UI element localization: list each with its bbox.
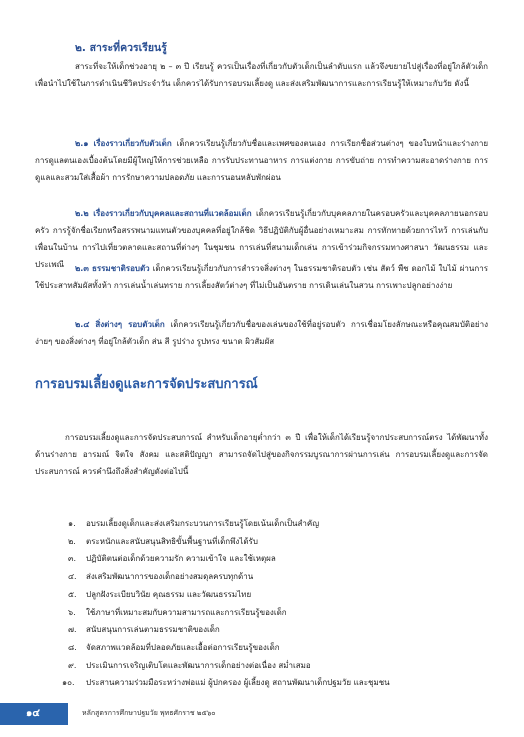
list-item: ๖. ใช้ภาษาที่เหมาะสมกับความสามารถและการเรียนรู้ของเด็ก [68, 607, 287, 617]
page-number: ๑๔ [26, 708, 40, 719]
item-text-1: เด็กควรเรียนรู้เกี่ยวกับชื่อและเพศของตนเอง การเรียกชื่อส่วนต่างๆ ของใบหน้าและร่างกาย การดูแลตนเองเบื้องต้นโดยมีผู้ใหญ่ให้การช่วยเหลือ การรับประทานอาหาร การแต่งกาย การขับถ่าย การทำความสะอาดร่างกาย การดูแลและสวมใส่เสื้อผ้า การรักษาความปลอดภัย และการนอนหลับพักผ่อน [35, 139, 489, 182]
section-intro: สาระที่จะให้เด็กช่วงอายุ ๒ – ๓ ปี เรียนรู้ ควรเป็นเรื่องที่เกี่ยวกับตัวเด็กเป็นลำดับแรก แล้วจึงขยายไปสู่เรื่องที่อยู่ใกล้ตัวเด็กเพื่อนำไปใช้ในการดำเนินชีวิตประจำวัน เด็กควรได้รับการอบรมเลี้ยงดู และส่งเสริมพัฒนาการและการเรียนรู้ให้เหมาะกับวัย ดังนี้ [35, 62, 488, 88]
guideline-list [62, 515, 488, 692]
list-item: ๕. ปลูกฝังระเบียบวินัย คุณธรรม และวัฒนธรรมไทย [68, 589, 252, 599]
item-text-2: เด็กควรเรียนรู้เกี่ยวกับบุคคลภายในครอบครัวและบุคคลภายนอกรอบครัว การรู้จักชื่อเรียกหรือสรรพนามแทนตัวของบุคคลที่อยู่ใกล้ชิด วิธีปฏิบัติกับผู้อื่นอย่างเหมาะสม การทักทายด้วยการไหว้ การเล่นกับเพื่อนในบ้าน การไปเที่ยวตลาดและสถานที่ต่างๆ ในชุมชน การเล่นที่สนามเด็กเล่น การเข้าร่วมกิจกรรมทางศาสนา วัฒนธรรม และประเพณี [35, 209, 488, 269]
item-paragraph-3 [35, 260, 488, 294]
list-item: ๗. สนับสนุนการเล่นตามธรรมชาติของเด็ก [68, 625, 220, 635]
item-title-1: ๒.๑ เรื่องราวเกี่ยวกับตัวเด็ก [75, 139, 172, 148]
list-item: ๙. ประเมินการเจริญเติบโตและพัฒนาการเด็กอย่างต่อเนื่อง สม่ำเสมอ [68, 660, 311, 670]
list-item: ๒. ตระหนักและสนับสนุนสิทธิขั้นพื้นฐานที่เด็กพึงได้รับ [68, 536, 258, 546]
item-title-2: ๒.๒ เรื่องราวเกี่ยวกับบุคคลและสถานที่แวดล้อมเด็ก [75, 209, 252, 218]
main-intro: การอบรมเลี้ยงดูและการจัดประสบการณ์ สำหรับเด็กอายุต่ำกว่า ๓ ปี เพื่อให้เด็กได้เรียนรู้จากประสบการณ์ตรง ได้พัฒนาทั้งด้านร่างกาย อารมณ์ จิตใจ สังคม และสติปัญญา สามารถจัดไปสู่ของกิจกรรมบูรณาการผ่านการเล่น การอบรมเลี้ยงดูและการจัดประสบการณ์ ควรคำนึงถึงสิ่งสำคัญดังต่อไปนี้ [35, 433, 488, 476]
list-item: ๑๐. ประสานความร่วมมือระหว่างพ่อแม่ ผู้ปกครอง ผู้เลี้ยงดู สถานพัฒนาเด็กปฐมวัย และชุมชน [62, 678, 390, 688]
main-section-title: การอบรมเลี้ยงดูและการจัดประสบการณ์ [35, 377, 258, 392]
list-item: ๔. ส่งเสริมพัฒนาการของเด็กอย่างสมดุลครบทุกด้าน [68, 572, 254, 582]
item-title-4: ๒.๔ สิ่งต่างๆ รอบตัวเด็ก [75, 320, 165, 329]
item-text-4: เด็กควรเรียนรู้เกี่ยวกับชื่อของเล่นของใช้ที่อยู่รอบตัว การเชื่อมโยงลักษณะหรือคุณสมบัติอย่างง่ายๆ ของสิ่งต่างๆ ที่อยู่ใกล้ตัวเด็ก ส่น สี รูปร่าง รูปทรง ขนาด ผิวสัมผัส [35, 320, 488, 346]
item-paragraph-4 [35, 316, 488, 350]
item-paragraph-1 [35, 135, 488, 186]
item-title-3: ๒.๓ ธรรมชาติรอบตัว [75, 264, 150, 273]
running-footer: หลักสูตรการศึกษาปฐมวัย พุทธศักราช ๒๕๖๐ [82, 709, 216, 717]
section-heading: ๒. สาระที่ควรเรียนรู้ [75, 42, 167, 54]
list-item: ๓. ปฏิบัติตนต่อเด็กด้วยความรัก ความเข้าใจ และใช้เหตุผล [68, 554, 276, 564]
list-item: ๘. จัดสภาพแวดล้อมที่ปลอดภัยและเอื้อต่อการเรียนรู้ของเด็ก [68, 642, 280, 652]
list-item: ๑. อบรมเลี้ยงดูเด็กและส่งเสริมกระบวนการเรียนรู้โดยเน้นเด็กเป็นสำคัญ [68, 519, 320, 528]
item-text-3: เด็กควรเรียนรู้เกี่ยวกับการสำรวจสิ่งต่างๆ ในธรรมชาติรอบตัว เช่น สัตว์ พืช ดอกไม้ ใบไม้ ผ่านการใช้ประสาทสัมผัสทั้งห้า การเล่นน้ำเล่นทราย การเลี้ยงสัตว์ต่างๆ ที่ไม่เป็นอันตราย การเดินเล่นในสวน การเพาะปลูกอย่างง่าย [35, 264, 488, 290]
